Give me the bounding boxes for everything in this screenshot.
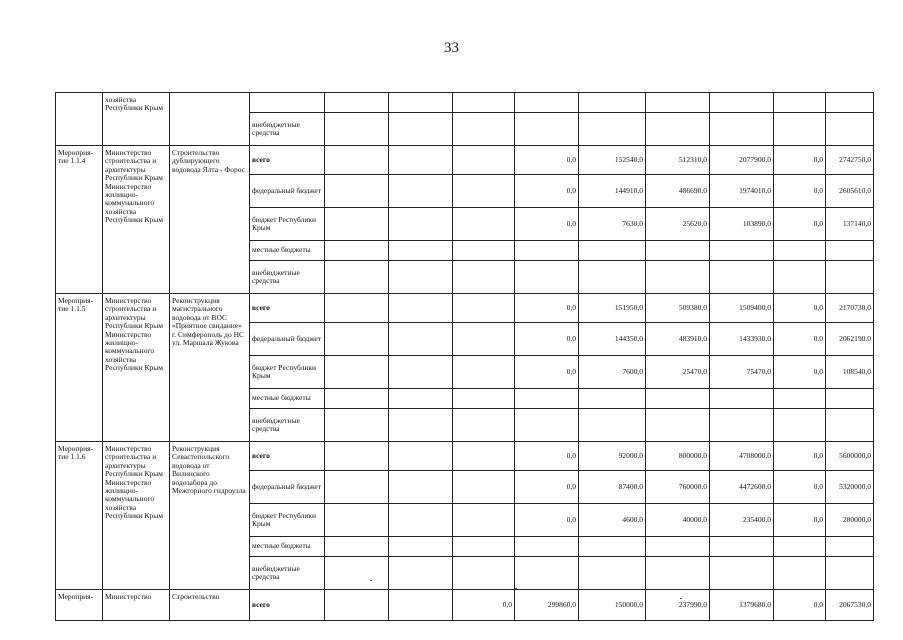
source-cell: внебюджетные средства [250,113,325,146]
value-cell: 0,0 [515,442,579,471]
executor-cell: Министерство строительства и архитектуры Республики Крым Министерство жилищно-коммунального хозяйства Республики Крым [103,146,170,294]
value-cell: 103890,0 [710,208,774,241]
value-cell: 512310,0 [646,146,710,175]
source-cell: местные бюджеты [250,537,325,557]
table-row [56,590,874,621]
value-cell: 509380,0 [646,294,710,323]
value-cell: 237990,0 [646,590,710,621]
value-cell: 2742750,0 [826,146,874,175]
value-cell: 280000,0 [826,504,874,537]
value-cell: 0,0 [453,590,515,621]
value-cell: 0,0 [515,294,579,323]
source-cell: всего [250,146,325,175]
table-row [56,146,874,175]
value-cell: 2077900,0 [710,146,774,175]
value-cell: 760000,0 [646,471,710,504]
value-cell: 0,0 [774,442,826,471]
executor-cell: Министерство строительства и архитектуры Республики Крым Министерство жилищно-коммунального хозяйства Республики Крым [103,294,170,442]
measure-cell: Мероприя-тие 1.1.5 [56,294,103,442]
value-cell: 108540,0 [826,356,874,389]
executor-cell: Министерство [103,590,170,621]
scan-speck [680,598,682,599]
value-cell: 483910,0 [646,323,710,356]
value-cell: 4600,0 [579,504,646,537]
value-cell: 152540,0 [579,146,646,175]
value-cell: 7630,0 [579,208,646,241]
value-cell: 0,0 [515,504,579,537]
source-cell: федеральный бюджет [250,175,325,208]
scan-speck [515,588,517,589]
executor-cell: Министерство строительства и архитектуры Республики Крым Министерство жилищно-коммунального хозяйства Республики Крым [103,442,170,590]
value-cell: 4472600,0 [710,471,774,504]
value-cell: 0,0 [515,175,579,208]
value-cell: 1433930,0 [710,323,774,356]
value-cell: 0,0 [774,175,826,208]
value-cell: 0,0 [774,504,826,537]
value-cell: 0,0 [774,356,826,389]
table-row [56,93,874,113]
name-cell: Реконструкция магистрального водовода от ВОС «Приятное свидание» г. Симферополь до НС ул. Маршала Жукова [170,294,250,442]
measure-cell: Мероприя- [56,590,103,621]
value-cell: 0,0 [515,356,579,389]
value-cell: 0,0 [774,208,826,241]
measure-cell: Мероприя-тие 1.1.6 [56,442,103,590]
page-number: 33 [444,40,459,56]
source-cell: всего [250,442,325,471]
source-cell: внебюджетные средства [250,261,325,294]
name-cell: Реконструкция Севастопольского водовода от Вилинского водозабора до Межгорного гидроузла [170,442,250,590]
source-cell: внебюджетные средства [250,557,325,590]
source-cell: федеральный бюджет [250,471,325,504]
value-cell: 75470,0 [710,356,774,389]
value-cell: 0,0 [774,471,826,504]
source-cell: бюджет Республики Крым [250,504,325,537]
measure-cell [56,93,103,146]
value-cell: 800000,0 [646,442,710,471]
source-cell [250,93,325,113]
value-cell: 144350,0 [579,323,646,356]
source-cell: федеральный бюджет [250,323,325,356]
value-cell: 5600000,0 [826,442,874,471]
table-row [56,294,874,323]
value-cell: 1379680,0 [710,590,774,621]
scan-speck [370,580,372,581]
source-cell: всего [250,590,325,621]
value-cell: 25470,0 [646,356,710,389]
value-cell: 137140,0 [826,208,874,241]
value-cell: 2170730,0 [826,294,874,323]
value-cell: 0,0 [515,146,579,175]
value-cell: 299860,0 [515,590,579,621]
value-cell: 0,0 [774,590,826,621]
value-cell: 5320000,0 [826,471,874,504]
name-cell: Строительство дублирующего водовода Ялта - Форос [170,146,250,294]
value-cell: 486690,0 [646,175,710,208]
value-cell: 0,0 [774,146,826,175]
executor-cell: хозяйства Республики Крым [103,93,170,146]
value-cell: 1974010,0 [710,175,774,208]
value-cell: 0,0 [774,294,826,323]
measure-cell: Мероприя-тие 1.1.4 [56,146,103,294]
value-cell: 151950,0 [579,294,646,323]
value-cell: 2062190,0 [826,323,874,356]
source-cell: местные бюджеты [250,241,325,261]
name-cell [170,93,250,146]
value-cell: 0,0 [515,323,579,356]
value-cell: 235400,0 [710,504,774,537]
value-cell: 144910,0 [579,175,646,208]
value-cell: 0,0 [515,208,579,241]
source-cell: всего [250,294,325,323]
value-cell: 4708000,0 [710,442,774,471]
value-cell: 150000,0 [579,590,646,621]
value-cell: 2605610,0 [826,175,874,208]
value-cell: 1509400,0 [710,294,774,323]
value-cell: 0,0 [774,323,826,356]
source-cell: бюджет Республики Крым [250,208,325,241]
value-cell: 7600,0 [579,356,646,389]
value-cell: 92000,0 [579,442,646,471]
value-cell: 87400,0 [579,471,646,504]
name-cell: Строительство [170,590,250,621]
budget-table [55,92,874,621]
source-cell: внебюджетные средства [250,409,325,442]
value-cell: 40000,0 [646,504,710,537]
value-cell: 2067530,0 [826,590,874,621]
source-cell: местные бюджеты [250,389,325,409]
value-cell: 0,0 [515,471,579,504]
value-cell: 25620,0 [646,208,710,241]
source-cell: бюджет Республики Крым [250,356,325,389]
table-row [56,442,874,471]
